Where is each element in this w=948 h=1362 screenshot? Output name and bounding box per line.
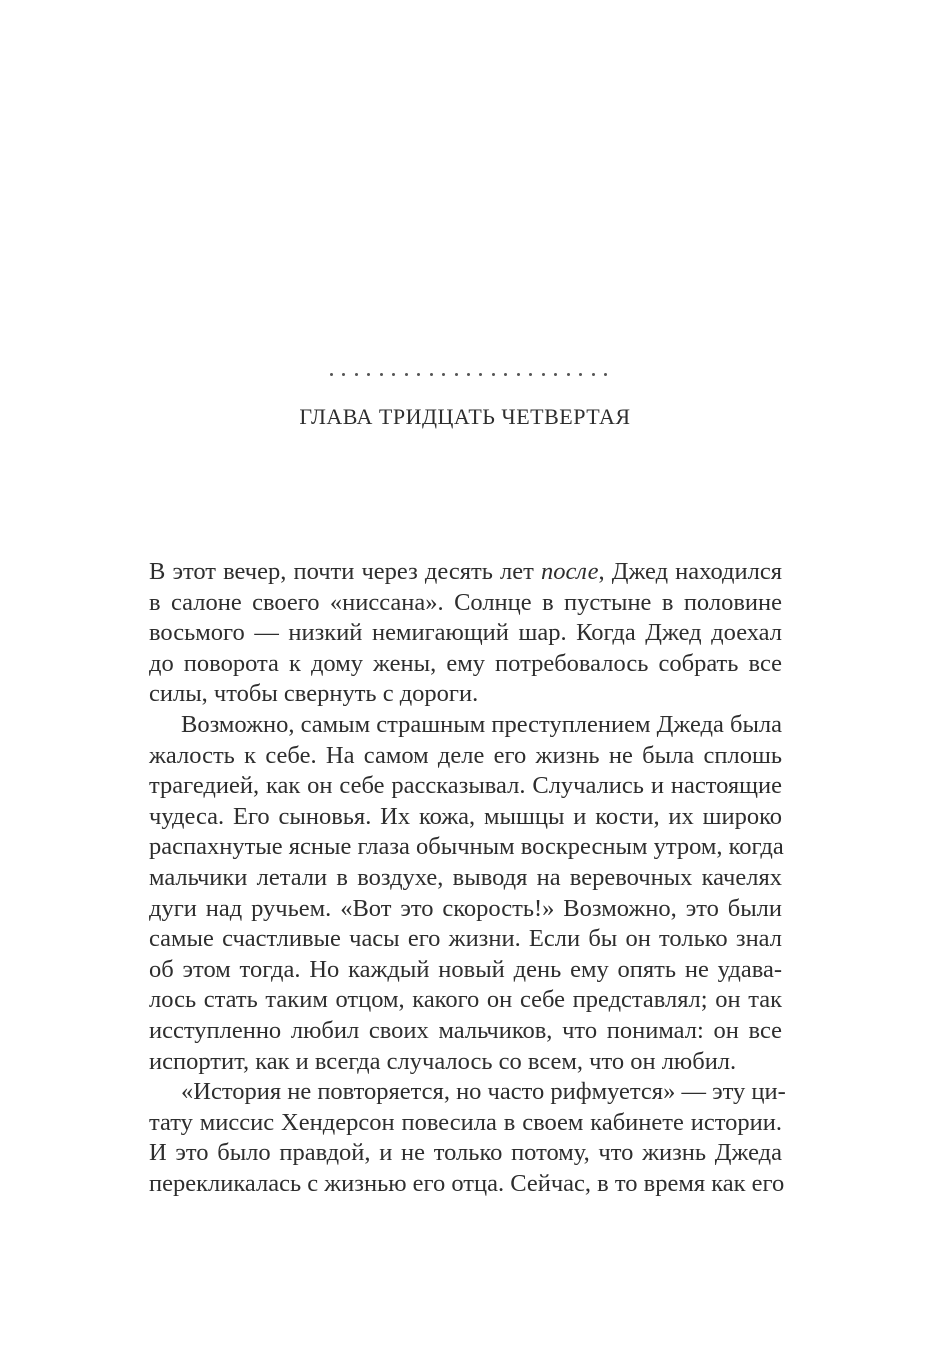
text-line: в салоне своего «ниссана». Солнце в пустыне в половине xyxy=(149,588,782,616)
text-line: мальчики летали в воздухе, выводя на веревочных качелях xyxy=(149,863,782,891)
ornament-dot xyxy=(355,373,358,376)
ornament-dot xyxy=(380,373,383,376)
ornament-dot xyxy=(392,373,395,376)
ornament-dot xyxy=(467,373,470,376)
ornament-dot xyxy=(442,373,445,376)
paragraph-1 xyxy=(149,557,782,710)
italic-word: после xyxy=(540,558,599,585)
ornament-dot xyxy=(430,373,433,376)
text-line: восьмого — низкий немигающий шар. Когда Джед доехал xyxy=(149,619,782,647)
ornament-dot xyxy=(479,373,482,376)
ornament-dot xyxy=(542,373,545,376)
text-line: до поворота к дому жены, ему потребовалось собрать все xyxy=(149,649,782,677)
text-line: силы, чтобы свернуть с дороги. xyxy=(149,680,479,708)
body-text xyxy=(149,557,786,1199)
text-line: лось стать таким отцом, какого он себе представлял; он так xyxy=(149,986,782,1014)
paragraph-3 xyxy=(149,1077,786,1199)
text-line: тату миссис Хендерсон повесила в своем кабинете истории. xyxy=(149,1108,782,1136)
text-line: самые счастливые часы его жизни. Если бы он только знал xyxy=(149,925,782,953)
text-line: испортит, как и всегда случалось со всем, что он любил. xyxy=(149,1047,737,1075)
paragraph-2 xyxy=(149,710,782,1077)
text-line: И это было правдой, и не только потому, что жизнь Джеда xyxy=(149,1139,782,1167)
ornament-dot xyxy=(579,373,582,376)
text-line: «История не повторяется, но часто рифмуется» — эту ци- xyxy=(181,1078,786,1106)
ornament-dot xyxy=(592,373,595,376)
text-line: трагедией, как он себе рассказывал. Случались и настоящие xyxy=(149,772,782,800)
text-line: об этом тогда. Но каждый новый день ему опять не удава- xyxy=(149,955,782,983)
text-line: чудеса. Его сыновья. Их кожа, мышцы и кости, их широко xyxy=(149,802,782,830)
text-run: , Джед находился xyxy=(598,558,782,585)
chapter-ornament-dots xyxy=(330,368,607,380)
ornament-dot xyxy=(529,373,532,376)
ornament-dot xyxy=(455,373,458,376)
text-line: исступленно любил своих мальчиков, что понимал: он все xyxy=(149,1016,782,1044)
text-line: жалость к себе. На самом деле его жизнь не была сплошь xyxy=(149,741,782,769)
ornament-dot xyxy=(554,373,557,376)
ornament-dot xyxy=(417,373,420,376)
text-run: В этот вечер, почти через десять лет xyxy=(149,558,541,585)
ornament-dot xyxy=(604,373,607,376)
text-line: дуги над ручьем. «Вот это скорость!» Возможно, это были xyxy=(149,894,782,922)
ornament-dot xyxy=(330,373,333,376)
text-line xyxy=(149,557,782,588)
text-line: Возможно, самым страшным преступлением Джеда была xyxy=(181,710,782,738)
ornament-dot xyxy=(405,373,408,376)
ornament-dot xyxy=(367,373,370,376)
chapter-title: ГЛАВА ТРИДЦАТЬ ЧЕТВЕРТАЯ xyxy=(299,404,631,429)
text-line: перекликалась с жизнью его отца. Сейчас, в то время как его xyxy=(149,1169,785,1197)
ornament-dot xyxy=(567,373,570,376)
ornament-dot xyxy=(517,373,520,376)
ornament-dot xyxy=(342,373,345,376)
ornament-dot xyxy=(492,373,495,376)
text-line: распахнутые ясные глаза обычным воскресным утром, когда xyxy=(149,833,784,861)
ornament-dot xyxy=(504,373,507,376)
